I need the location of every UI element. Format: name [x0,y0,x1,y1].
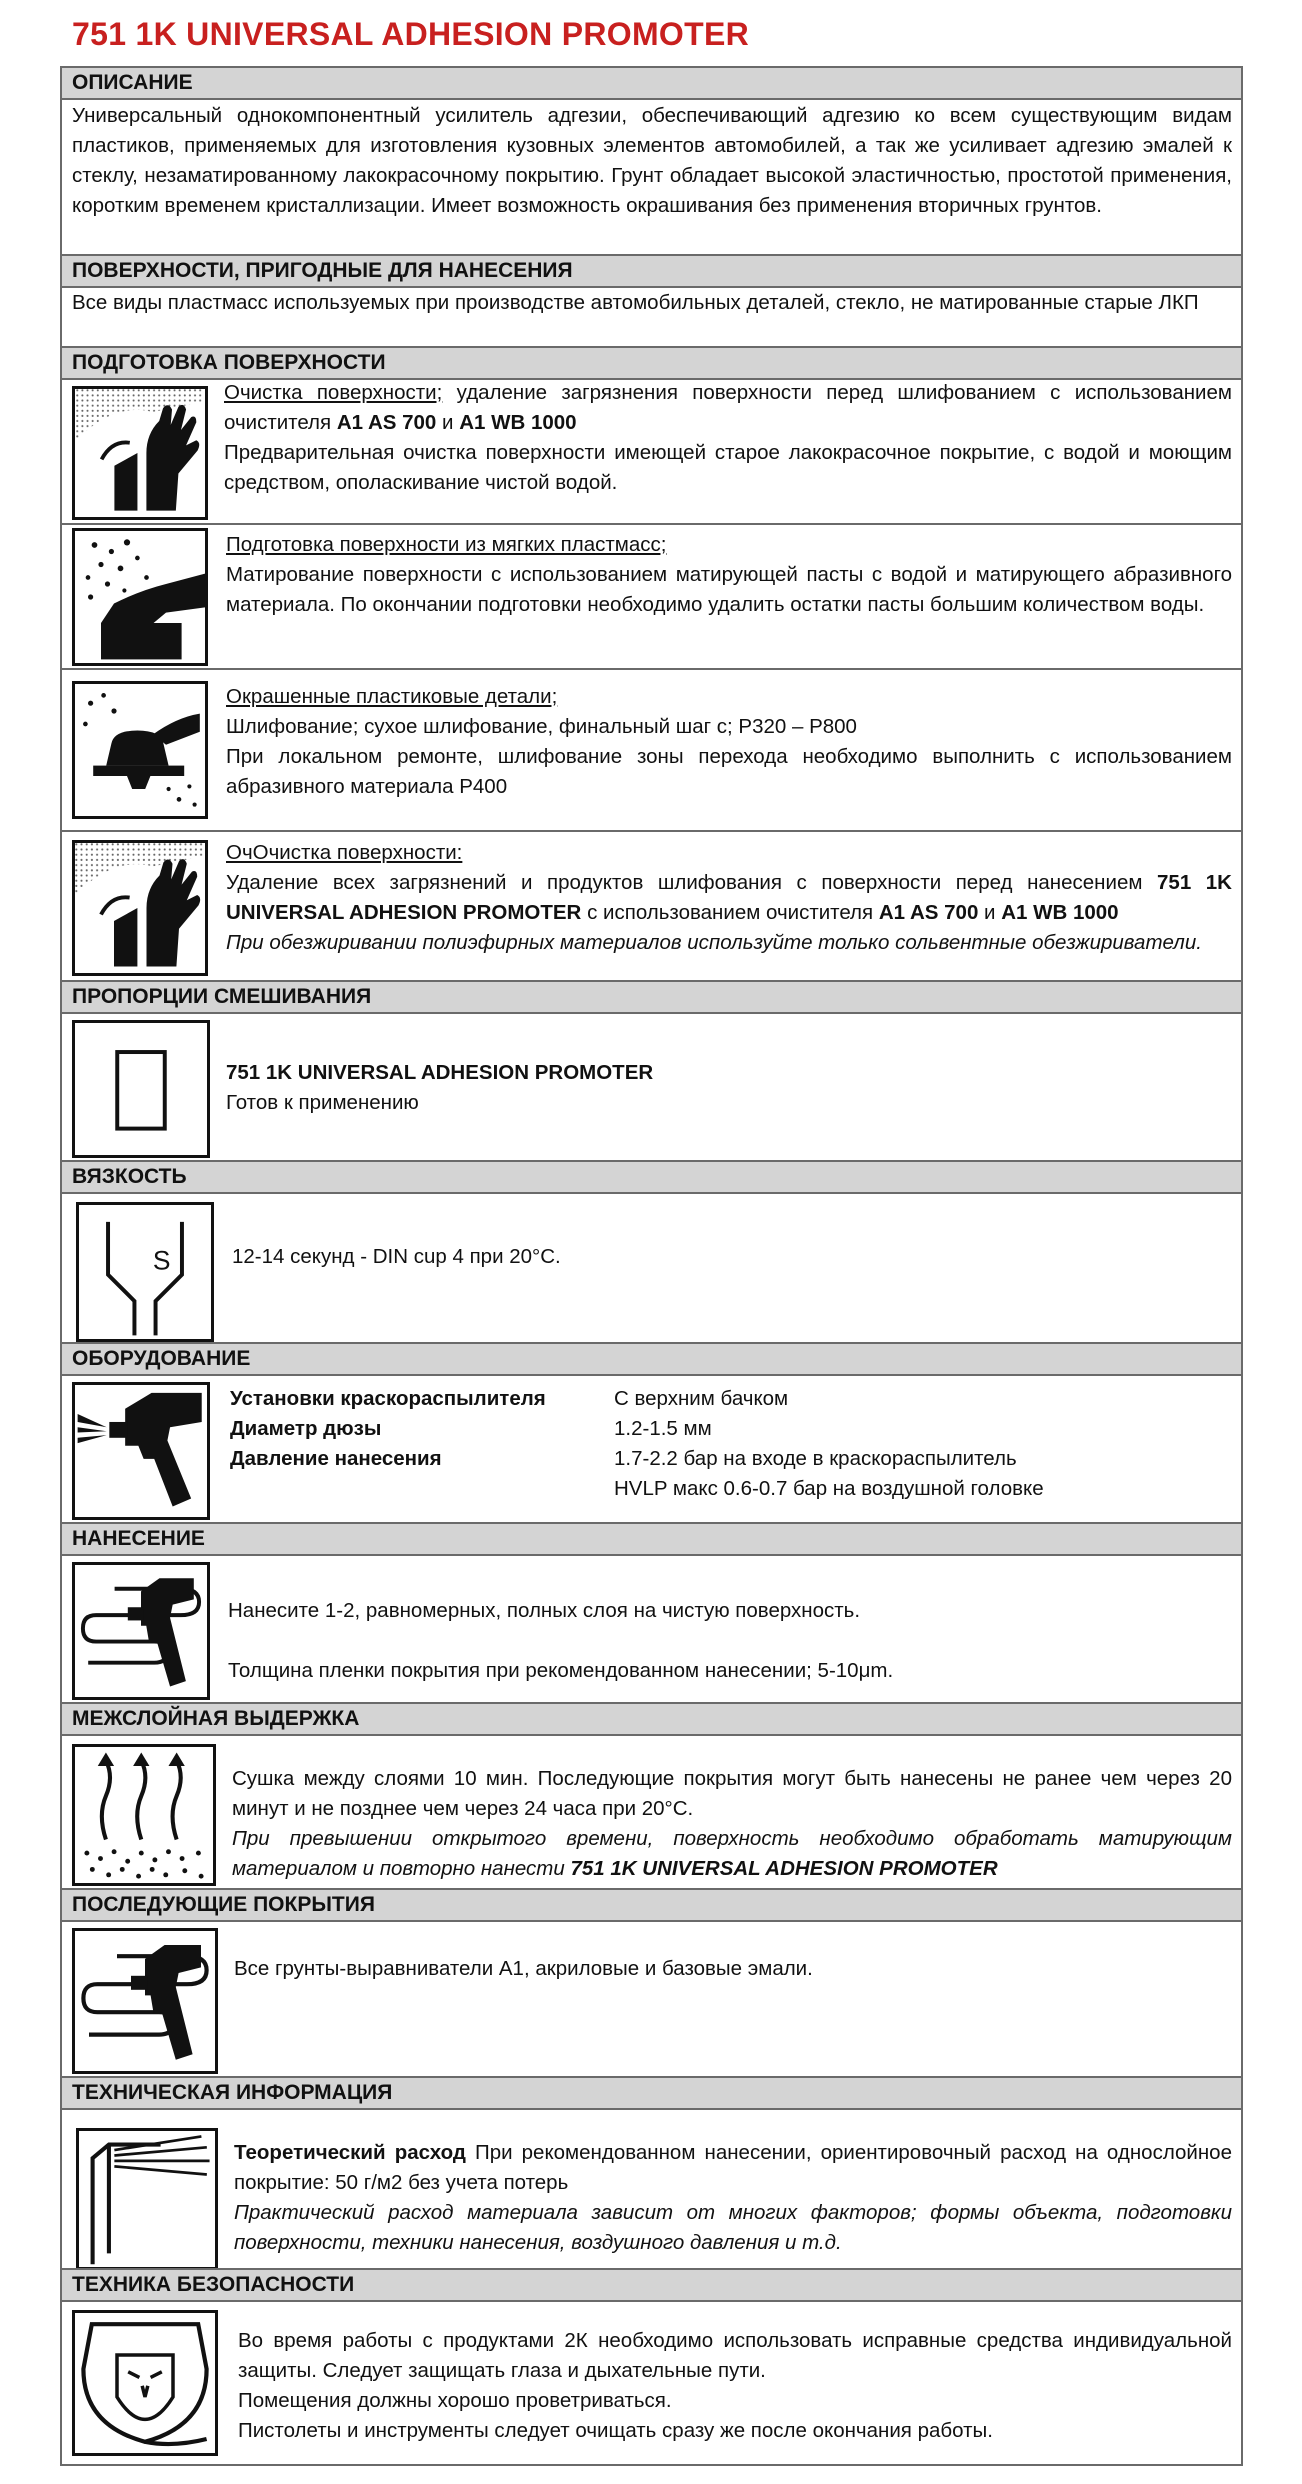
spray-application-icon [72,1562,210,1700]
viscosity-icon-letter: S [152,1245,171,1276]
spec-value: С верхним бачком [614,1387,789,1410]
hand-cleaning-icon [72,840,208,976]
face-shield-icon [72,2310,218,2456]
prep-block2-heading: Подготовка поверхности из мягких пластмасс; [226,533,667,556]
description-text: Универсальный однокомпонентный усилитель адгезии, обеспечивающий адгезию ко всем существующим видам пластиков, применяемых для изготовления кузовных элементов автомобилей, а так же усиливает адгезию эмалей к стеклу, незаматированному лакокрасочному покрытию. Грунт обладает высокой эластичностью, простотой применения, коротким временем кристаллизации. Имеет возможность окрашивания без применения вторичных грунтов. [72,104,1232,217]
mixing-text: 751 1K UNIVERSAL ADHESION PROMOTER Готов к применению [226,1061,654,1114]
technical-header: ТЕХНИЧЕСКАЯ ИНФОРМАЦИЯ [62,2076,1241,2110]
prep-block1-text: Очистка поверхности; удаление загрязнения поверхности перед шлифованием с использованием очистителя A1 AS 700 и A1 WB 1000 Предварительная очистка поверхности имеющей старое лакокрасочное покрытие, с водой и моющим средством, ополаскивание чистой водой. [224,381,1232,494]
viscosity-cup-icon [76,1202,214,1342]
orbital-sander-icon [72,681,208,819]
hand-cleaning-icon [72,386,208,520]
application-header: НАНЕСЕНИЕ [62,1522,1241,1556]
spec-value: HVLP макс 0.6-0.7 бар на воздушной головке [614,1477,1044,1500]
divider [62,668,1241,670]
spray-application-icon [72,1928,218,2074]
spec-value: 1.2-1.5 мм [614,1417,712,1440]
prep-block1-heading: Очистка поверхности; [224,381,443,404]
divider [62,830,1241,832]
surfaces-text: Все виды пластмасс используемых при производстве автомобильных деталей, стекло, не матированные старые ЛКП [72,291,1199,314]
ready-to-use-icon [72,1020,210,1158]
spec-value: 1.7-2.2 бар на входе в краскораспылитель [614,1447,1017,1470]
spray-gun-icon [72,1382,210,1520]
preparation-header: ПОДГОТОВКА ПОВЕРХНОСТИ [62,346,1241,380]
prep-block4-text: ОчОчистка поверхности: Удаление всех загрязнений и продуктов шлифования с поверхности перед нанесением 751 1K UNIVERSAL ADHESION PROMOTER с использованием очистителя A1 AS 700 и A1 WB 1000 При обезжиривании полиэфирных материалов используйте только сольвентные обезжириватели. [226,841,1232,954]
surfaces-header: ПОВЕРХНОСТИ, ПРИГОДНЫЕ ДЛЯ НАНЕСЕНИЯ [62,254,1241,288]
prep-block3-text: Окрашенные пластиковые детали; Шлифование; сухое шлифование, финальный шаг с; P320 – P800 При локальном ремонте, шлифование зоны перехода необходимо выполнить с использованием абразивного материала P400 [226,685,1232,798]
safety-header: ТЕХНИКА БЕЗОПАСНОСТИ [62,2268,1241,2302]
prep-block4-heading: ОчОчистка поверхности: [226,841,463,864]
spec-label: Диаметр дюзы [230,1417,382,1440]
flash-off-text: Сушка между слоями 10 мин. Последующие покрытия могут быть нанесены не ранее чем через 20 минут и не позднее чем через 24 часа при 20°C. При превышении открытого времени, поверхность необходимо обработать матирующим материалом и повторно нанести 751 1K UNIVERSAL ADHESION PROMOTER [232,1767,1232,1880]
book-icon [76,2128,218,2270]
topcoats-header: ПОСЛЕДУЮЩИЕ ПОКРЫТИЯ [62,1888,1241,1922]
cleaner-a1-wb-1000: A1 WB 1000 [459,411,577,434]
data-sheet-table [60,66,1243,2466]
viscosity-header: ВЯЗКОСТЬ [62,1160,1241,1194]
spec-label: Давление нанесения [230,1447,442,1470]
prep-block3-heading: Окрашенные пластиковые детали; [226,685,558,708]
mixing-header: ПРОПОРЦИИ СМЕШИВАНИЯ [62,980,1241,1014]
spec-label: Установки краскораспылителя [230,1387,546,1410]
flash-off-header: МЕЖСЛОЙНАЯ ВЫДЕРЖКА [62,1702,1241,1736]
prep-block2-text: Подготовка поверхности из мягких пластмасс; Матирование поверхности с использованием матирующей пасты с водой и матирующего абразивного материала. По окончании подготовки необходимо удалить остатки пасты большим количеством воды. [226,533,1232,616]
viscosity-text: 12-14 секунд - DIN cup 4 при 20°C. [232,1245,561,1268]
drying-arrows-icon [72,1744,216,1886]
description-header: ОПИСАНИЕ [62,68,1241,100]
cleaner-a1-as-700: A1 AS 700 [336,411,437,434]
application-line2: Толщина пленки покрытия при рекомендованном нанесении; 5-10μm. [228,1659,894,1682]
safety-text: Во время работы с продуктами 2К необходимо использовать исправные средства индивидуальной защиты. Следует защищать глаза и дыхательные пути. Помещения должны хорошо проветриваться. Пистолеты и инструменты следует очищать сразу же после окончания работы. [238,2329,1232,2442]
divider [62,523,1241,525]
equipment-header: ОБОРУДОВАНИЕ [62,1342,1241,1376]
topcoats-text: Все грунты-выравниватели А1, акриловые и базовые эмали. [234,1957,813,1980]
technical-text: Теоретический расход При рекомендованном нанесении, ориентировочный расход на однослойное покрытие: 50 г/м2 без учета потерь Практический расход материала зависит от многих факторов; формы объекта, подготовки поверхности, техники нанесения, воздушного давления и т.д. [234,2141,1232,2254]
document-title: 751 1K UNIVERSAL ADHESION PROMOTER [72,16,749,52]
application-line1: Нанесите 1-2, равномерных, полных слоя на чистую поверхность. [228,1599,861,1622]
sanding-hand-icon [72,528,208,666]
